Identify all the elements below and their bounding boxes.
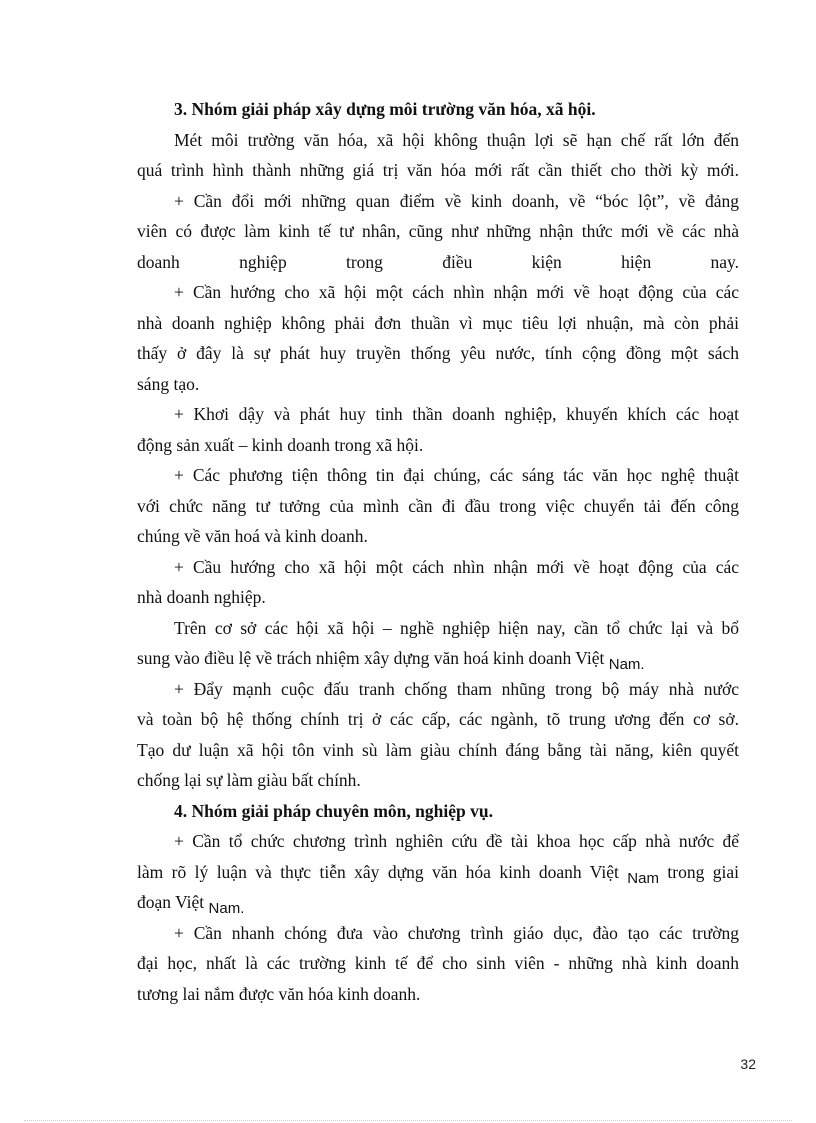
line-text: đoạn Việt <box>137 892 205 912</box>
page-body <box>137 94 739 1009</box>
paragraph-line <box>137 247 739 278</box>
paragraph-line: viên có được làm kinh tế tư nhân, cũng như những nhận thức mới về các nhà <box>137 221 739 241</box>
paragraph-line: chống lại sự làm giàu bất chính. <box>137 770 361 790</box>
paragraph-line: + Cần tổ chức chương trình nghiên cứu đề tài khoa học cấp nhà nước để <box>174 831 739 851</box>
paragraph-line: nhà doanh nghiệp không phải đơn thuần vì mục tiêu lợi nhuận, mà còn phải <box>137 312 739 333</box>
paragraph-line: và toàn bộ hệ thống chính trị ở các cấp, các ngành, tõ trung ương đến cơ sở. <box>137 709 739 729</box>
word: điều <box>442 251 473 272</box>
paragraph-line: nhà doanh nghiệp. <box>137 587 266 607</box>
paragraph-line: + Cầu hướng cho xã hội một cách nhìn nhận mới về hoạt động của các <box>174 556 739 577</box>
paragraph-line: + Các phương tiện thông tin đại chúng, các sáng tác văn học nghệ thuật <box>174 465 739 485</box>
paragraph-line: Mét môi trường văn hóa, xã hội không thuận lợi sẽ hạn chế rất lớn đến <box>174 129 739 150</box>
paragraph-line: thấy ở đây là sự phát huy truyền thống yêu nước, tính cộng đồng một sách <box>137 343 739 363</box>
word: doanh <box>137 251 180 272</box>
lowered-word: Nam. <box>608 656 645 673</box>
word: kiện <box>531 251 562 272</box>
paragraph-line <box>137 643 739 674</box>
page-number: 32 <box>740 1056 756 1072</box>
paragraph-line: tương lai nắm được văn hóa kinh doanh. <box>137 983 421 1004</box>
paragraph-line: + Cần đổi mới những quan điểm về kinh doanh, về “bóc lột”, về đảng <box>174 190 739 211</box>
paragraph-line: sáng tạo. <box>137 373 200 394</box>
paragraph-line: đại học, nhất là các trường kinh tế để cho sinh viên - những nhà kinh doanh <box>137 953 739 973</box>
paragraph-line: chúng về văn hoá và kinh doanh. <box>137 526 368 546</box>
paragraph-line <box>137 857 739 888</box>
word: nghiệp <box>239 251 287 272</box>
paragraph-line: Tạo dư luận xã hội tôn vinh sù làm giàu chính đáng bằng tài năng, kiên quyết <box>137 739 739 760</box>
paragraph-line: động sản xuất – kinh doanh trong xã hội. <box>137 434 424 455</box>
paragraph-line: + Cần hướng cho xã hội một cách nhìn nhận mới về hoạt động của các <box>174 282 739 302</box>
page-bottom-divider <box>24 1120 792 1121</box>
paragraph-line: + Cần nhanh chóng đưa vào chương trình giáo dục, đào tạo các trường <box>174 922 739 943</box>
line-text: trong giai <box>667 861 740 882</box>
paragraph-line: quá trình hình thành những giá trị văn hóa mới rất cần thiết cho thời kỳ mới. <box>137 160 739 180</box>
paragraph-line: Trên cơ sở các hội xã hội – nghề nghiệp hiện nay, cần tổ chức lại và bổ <box>174 617 739 638</box>
word: hiện <box>621 251 652 272</box>
section-heading-4: 4. Nhóm giải pháp chuyên môn, nghiệp vụ. <box>174 800 493 821</box>
paragraph-line <box>137 887 739 918</box>
paragraph-line: + Khơi dậy và phát huy tinh thần doanh nghiệp, khuyến khích các hoạt <box>174 404 739 424</box>
word: trong <box>345 251 383 272</box>
paragraph-line: + Đẩy mạnh cuộc đấu tranh chống tham nhũng trong bộ máy nhà nước <box>174 678 739 699</box>
section-heading-3: 3. Nhóm giải pháp xây dựng môi trường văn hóa, xã hội. <box>174 99 596 119</box>
lowered-word: Nam. <box>208 900 245 917</box>
paragraph-line: với chức năng tư tưởng của mình cần đi đầu trong việc chuyển tải đến công <box>137 495 739 516</box>
word: nay. <box>710 251 739 272</box>
lowered-word: Nam <box>627 869 659 887</box>
line-text: sung vào điều lệ về trách nhiệm xây dựng văn hoá kinh doanh Việt <box>137 648 605 668</box>
line-text: làm rõ lý luận và thực tiễn xây dựng văn hóa kinh doanh Việt <box>137 861 619 882</box>
